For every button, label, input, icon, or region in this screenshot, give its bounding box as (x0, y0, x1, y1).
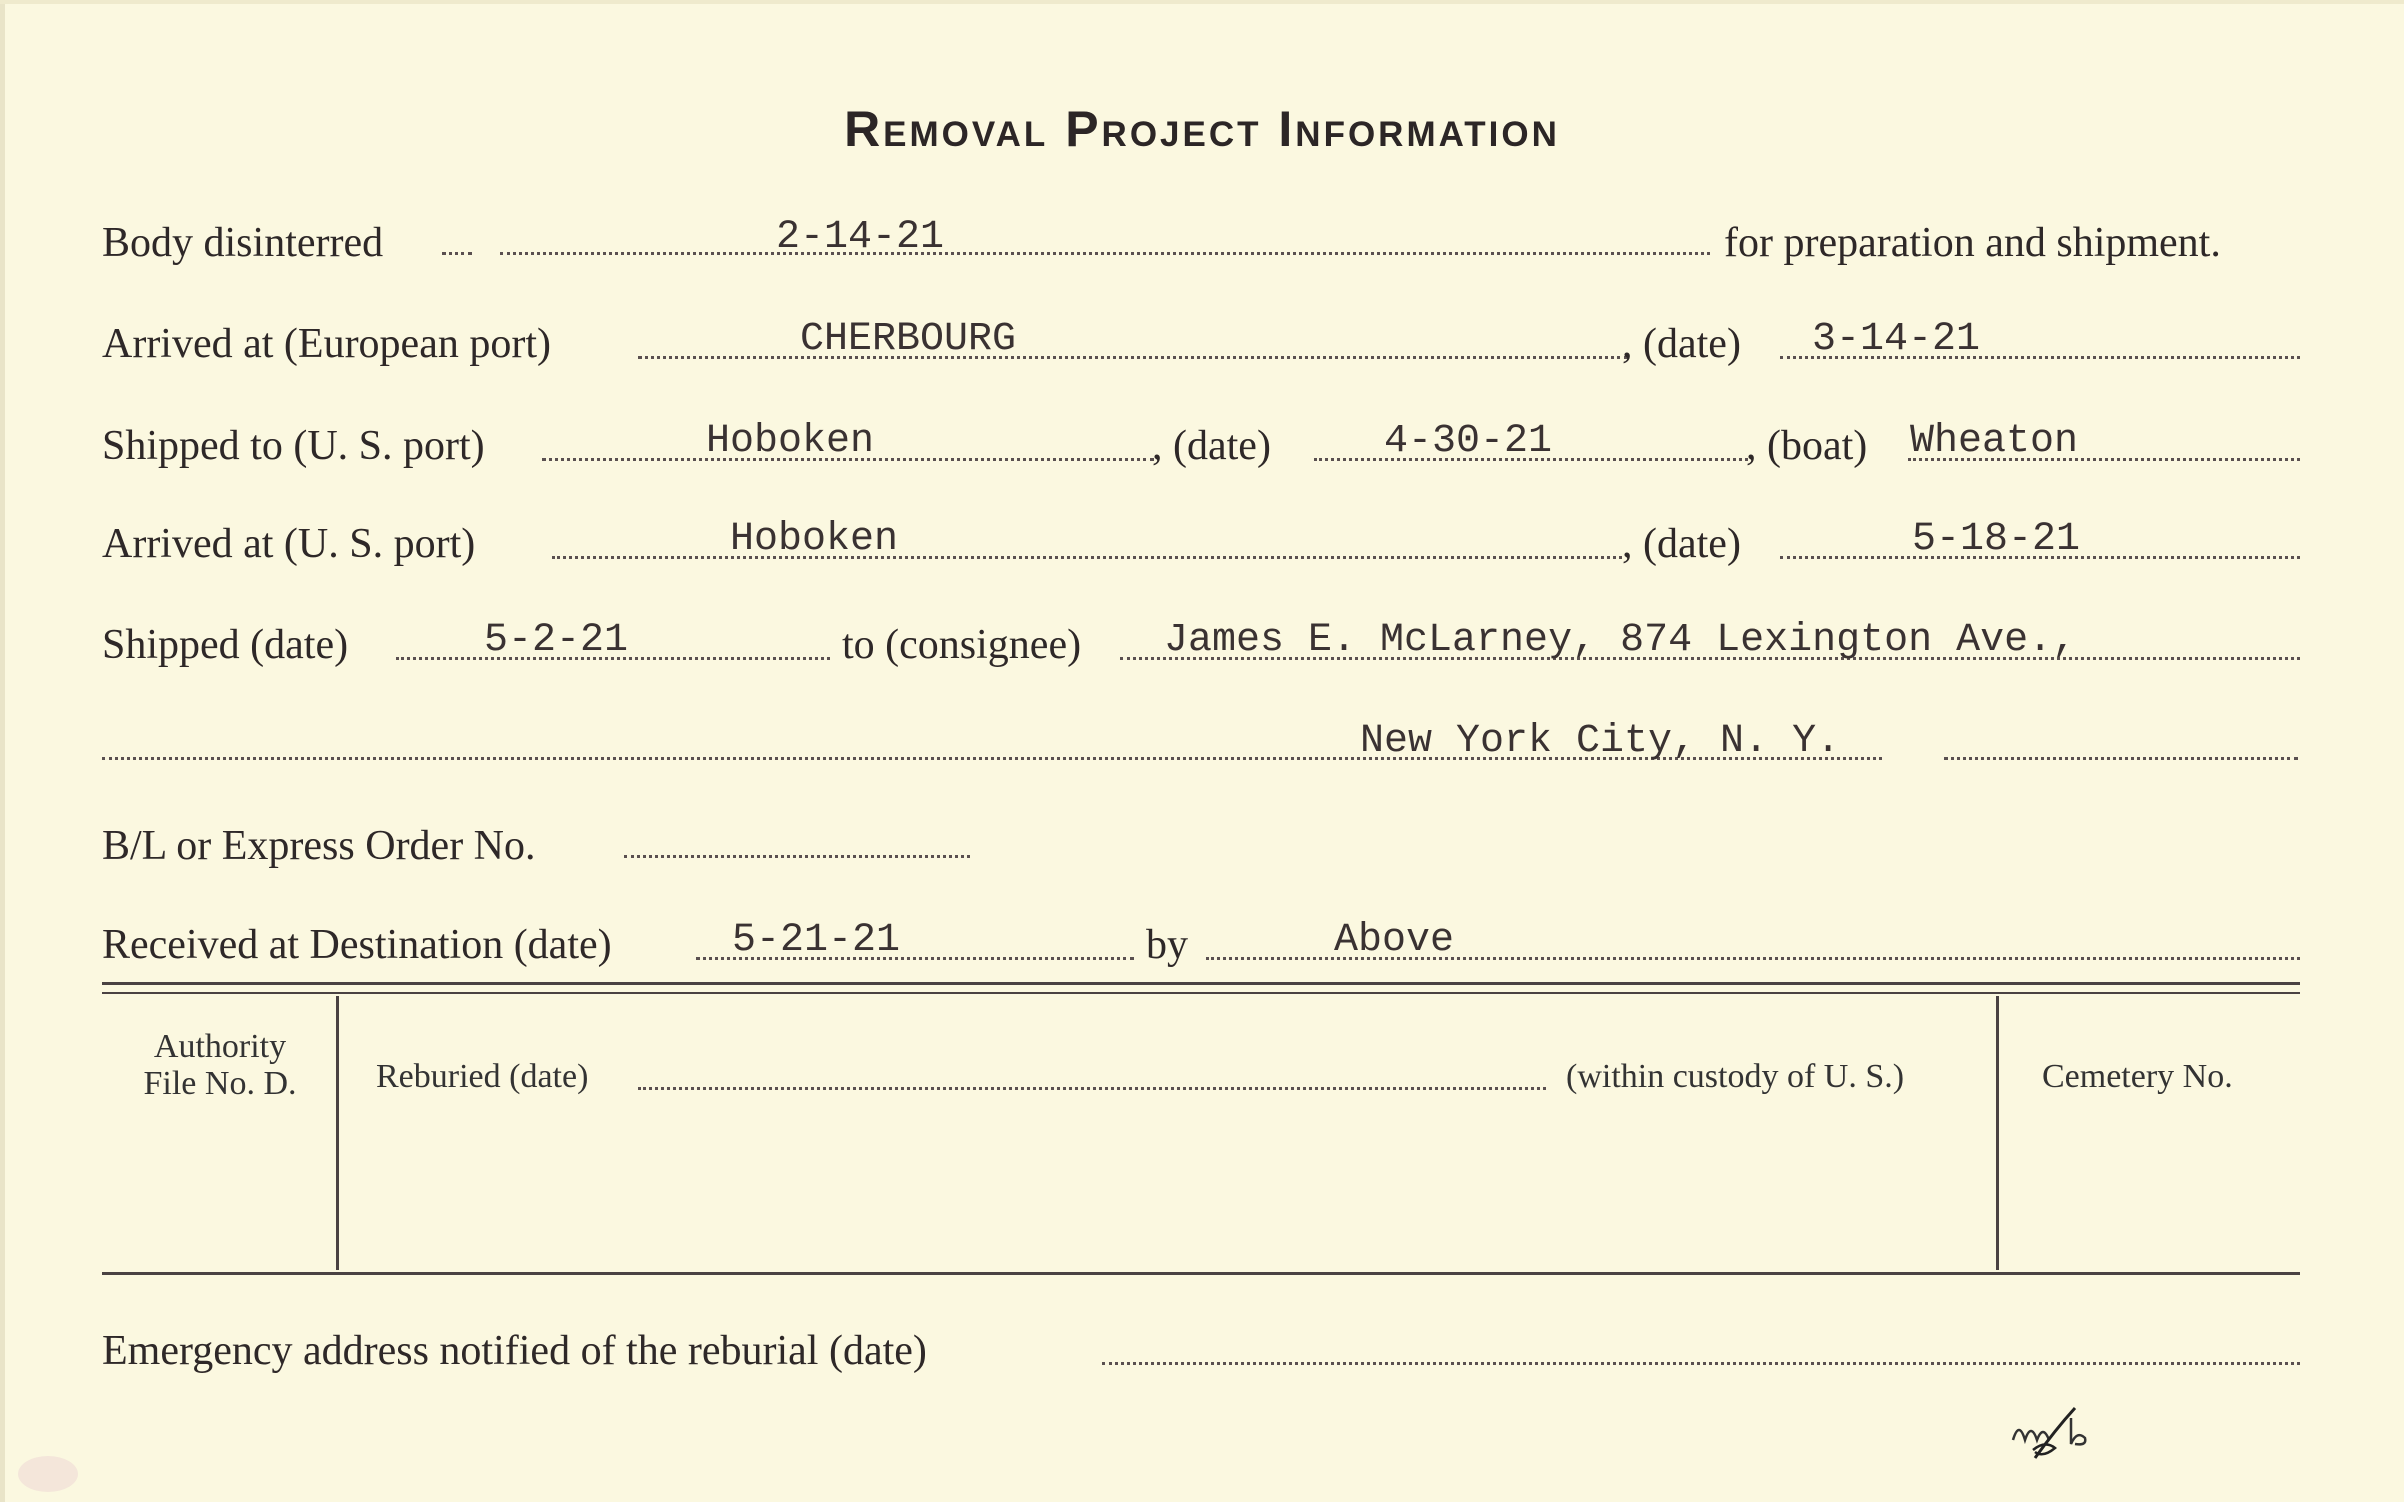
shipped-us-date-label: , (date) (1152, 423, 1271, 469)
received-date: 5-21-21 (732, 918, 901, 963)
table-top-rule-2 (102, 992, 2300, 994)
arrived-european-port-line (638, 356, 1628, 359)
arrived-us-date-label: , (date) (1622, 521, 1741, 567)
shipped-us-port: Hoboken (706, 419, 875, 464)
disinterred-date: 2-14-21 (776, 215, 945, 260)
table-bottom-rule (102, 1272, 2300, 1275)
arrived-us-date: 5-18-21 (1912, 517, 2081, 562)
page-title: Removal Project Information (844, 101, 1560, 157)
received-by: Above (1334, 918, 1455, 963)
consignee-line2-right (1944, 757, 2298, 760)
reburied-label: Reburied (date) (376, 1058, 589, 1095)
shipped-us-label: Shipped to (U. S. port) (102, 423, 485, 469)
received-label: Received at Destination (date) (102, 922, 612, 968)
consignee-label: to (consignee) (842, 622, 1082, 668)
arrived-european-date: 3-14-21 (1812, 317, 1981, 362)
card-edge-top (0, 0, 2404, 4)
shipped-date-label: Shipped (date) (102, 622, 349, 668)
cemetery-label: Cemetery No. (2042, 1058, 2233, 1095)
consignee-value-line2: New York City, N. Y. (1360, 719, 1841, 764)
handwritten-initials-mark (2005, 1400, 2095, 1460)
bl-line (624, 855, 970, 858)
arrived-european-port: CHERBOURG (800, 317, 1017, 362)
arrived-us-port: Hoboken (730, 517, 899, 562)
shipped-date: 5-2-21 (484, 618, 629, 663)
disinterred-label: Body disinterred (102, 220, 384, 266)
authority-label-line2: File No. D. (143, 1065, 297, 1103)
corner-stain (8, 1440, 88, 1500)
table-divider-left (336, 996, 339, 1270)
card-edge-left (0, 0, 5, 1502)
authority-label-line1: Authority (153, 1028, 287, 1065)
table-top-rule-1 (102, 982, 2300, 985)
shipped-us-boat: Wheaton (1910, 419, 2079, 464)
reburied-line (638, 1087, 1546, 1090)
arrived-us-label: Arrived at (U. S. port) (102, 521, 476, 567)
bl-label: B/L or Express Order No. (102, 823, 536, 869)
arrived-us-port-line (552, 556, 1622, 559)
authority-label (110, 1028, 330, 1103)
disinterred-suffix: for preparation and shipment. (1724, 220, 2221, 266)
table-divider-right (1996, 996, 1999, 1270)
disinterred-line-short (442, 252, 472, 255)
emergency-line (1102, 1362, 2300, 1365)
arrived-european-label: Arrived at (European port) (102, 321, 551, 367)
arrived-european-date-label: , (date) (1622, 321, 1741, 367)
received-by-label: by (1146, 922, 1188, 968)
disinterred-line (500, 252, 1710, 255)
consignee-value: James E. McLarney, 874 Lexington Ave., (1164, 618, 2077, 663)
custody-label: (within custody of U. S.) (1566, 1058, 1905, 1095)
shipped-us-boat-label: , (boat) (1746, 423, 1868, 469)
shipped-us-date: 4-30-21 (1384, 419, 1553, 464)
emergency-label: Emergency address notified of the reburial (date) (102, 1328, 927, 1374)
